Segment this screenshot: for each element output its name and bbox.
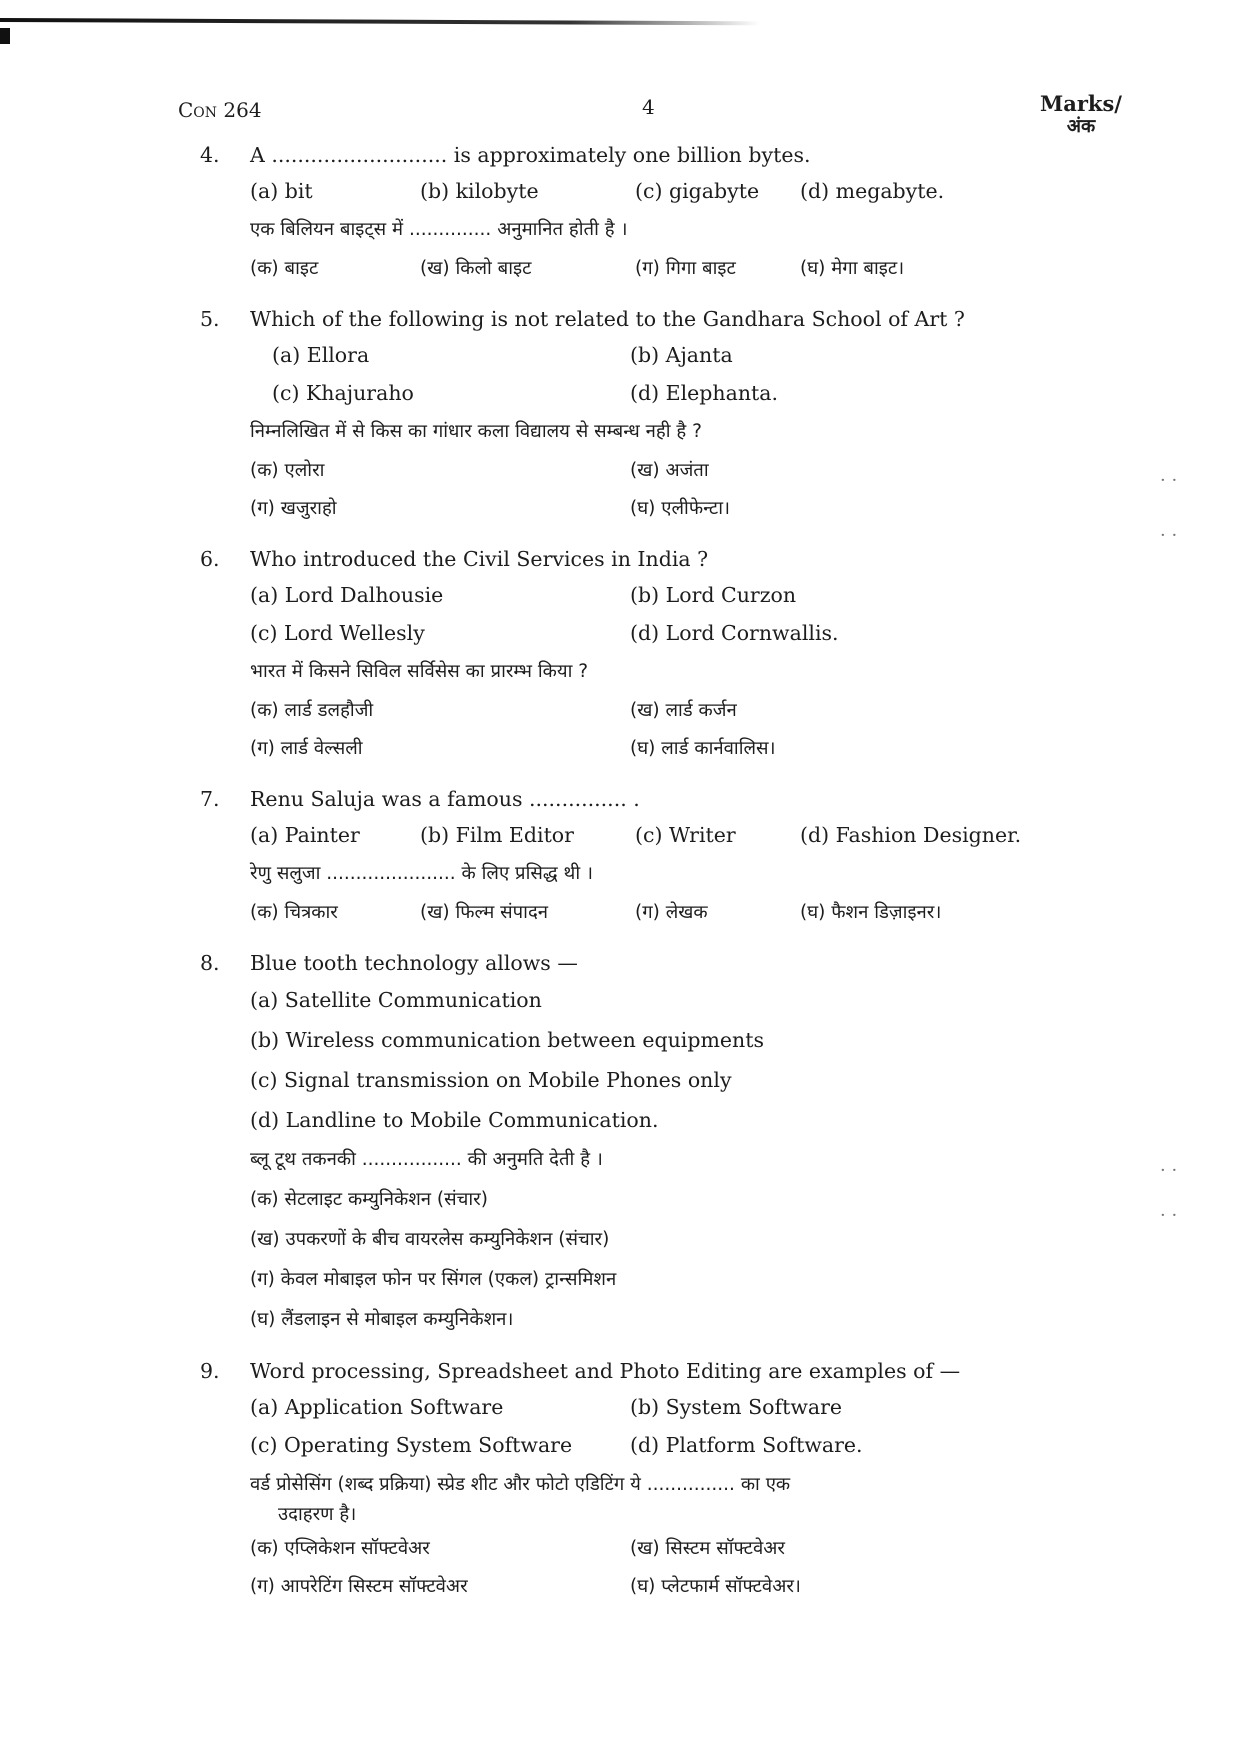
option-d: (d) megabyte.: [800, 179, 945, 203]
options-row-hindi: [250, 1568, 1080, 1606]
scan-speck: · ·: [1160, 1205, 1178, 1226]
option-d: (d) Landline to Mobile Communication.: [250, 1108, 659, 1132]
option-b: (b) Lord Curzon: [630, 583, 797, 607]
option-ka: (क) लार्ड डलहौजी: [250, 700, 374, 721]
option-b: (b) System Software: [630, 1395, 843, 1419]
option-a: (a) Ellora: [272, 343, 370, 367]
question-text: Renu Saluja was a famous ............... .: [250, 787, 640, 811]
option-gha: (घ) लार्ड कार्नवालिस।: [630, 738, 776, 759]
option-b: (b) Film Editor: [420, 823, 574, 847]
option-a: (a) bit: [250, 179, 313, 203]
question-text: Who introduced the Civil Services in India ?: [250, 547, 709, 571]
options-row-hindi: [250, 730, 1080, 768]
question-text-hindi: रेणु सलुजा ...................... के लिए प्रसिद्ध थी ।: [250, 863, 594, 884]
question-number: 5.: [200, 307, 220, 331]
question-number: 6.: [200, 547, 220, 571]
option-gha: (घ) प्लेटफार्म सॉफ्टवेअर।: [630, 1576, 801, 1597]
option-ga: (ग) लेखक: [635, 902, 708, 923]
option-c: (c) Signal transmission on Mobile Phones only: [250, 1068, 732, 1092]
option-ga: (ग) खजुराहो: [250, 498, 337, 519]
option-ka: (क) चित्रकार: [250, 902, 338, 923]
marks-label-en: Marks/: [1040, 91, 1122, 116]
question-text: Blue tooth technology allows —: [250, 951, 578, 975]
option-kha: (ख) किलो बाइट: [420, 258, 532, 279]
option-kha: (ख) उपकरणों के बीच वायरलेस कम्युनिकेशन (संचार): [250, 1229, 610, 1250]
option-ka: (क) बाइट: [250, 258, 319, 279]
question-list: [200, 138, 1080, 1620]
option-c: (c) Lord Wellesly: [250, 621, 425, 645]
scan-speck: · ·: [1160, 525, 1178, 546]
question-text-hindi-cont: उदाहरण है।: [278, 1504, 357, 1525]
option-c: (c) gigabyte: [635, 179, 760, 203]
question-text-hindi: वर्ड प्रोसेसिंग (शब्द प्रक्रिया) स्प्रेड शीट और फोटो एडिटिंग ये ............... का एक: [250, 1474, 791, 1495]
option-d: (d) Fashion Designer.: [800, 823, 1022, 847]
option-ka: (क) सेटलाइट कम्युनिकेशन (संचार): [250, 1189, 488, 1210]
options-row: [250, 1388, 1080, 1426]
option-kha: (ख) फिल्म संपादन: [420, 902, 549, 923]
question-number: 4.: [200, 143, 220, 167]
question-text: Which of the following is not related to the Gandhara School of Art ?: [250, 307, 965, 331]
question-text-hindi: भारत में किसने सिविल सर्विसेस का प्रारम्भ किया ?: [250, 661, 589, 682]
question-text: A ........................... is approximately one billion bytes.: [250, 143, 811, 167]
options-row-hindi: [250, 1530, 1080, 1568]
option-d: (d) Elephanta.: [630, 381, 779, 405]
options-row-hindi: [250, 894, 1080, 932]
question-text-hindi: निम्नलिखित में से किस का गांधार कला विद्यालय से सम्बन्ध नही है ?: [250, 421, 702, 442]
option-c: (c) Writer: [635, 823, 736, 847]
options-row: [250, 576, 1080, 614]
question-number: 9.: [200, 1359, 220, 1383]
question-text-hindi: एक बिलियन बाइट्स में .............. अनुमानित होती है ।: [250, 219, 628, 240]
scan-speck: · ·: [1160, 1160, 1178, 1181]
option-a: (a) Painter: [250, 823, 360, 847]
options-row: [250, 172, 1080, 210]
options-row-hindi: [250, 490, 1080, 528]
scan-edge-mark: [0, 28, 10, 44]
option-d: (d) Lord Cornwallis.: [630, 621, 839, 645]
option-a: (a) Satellite Communication: [250, 988, 542, 1012]
option-a: (a) Application Software: [250, 1395, 504, 1419]
option-kha: (ख) सिस्टम सॉफ्टवेअर: [630, 1538, 785, 1559]
question-6: [200, 542, 1080, 768]
option-ka: (क) एलोरा: [250, 460, 325, 481]
option-ga: (ग) गिगा बाइट: [635, 258, 736, 279]
option-kha: (ख) अजंता: [630, 460, 709, 481]
question-number: 8.: [200, 951, 220, 975]
option-d: (d) Platform Software.: [630, 1433, 863, 1457]
option-c: (c) Operating System Software: [250, 1433, 573, 1457]
option-gha: (घ) एलीफेन्टा।: [630, 498, 731, 519]
options-row: [250, 1426, 1080, 1464]
scan-speck: · ·: [1160, 470, 1178, 491]
question-4: [200, 138, 1080, 288]
marks-label: [1040, 92, 1122, 137]
options-row: [250, 336, 1080, 374]
option-c: (c) Khajuraho: [272, 381, 414, 405]
option-gha: (घ) लैंडलाइन से मोबाइल कम्युनिकेशन।: [250, 1309, 514, 1330]
paper-code: Con 264: [178, 98, 262, 122]
option-ga: (ग) लार्ड वेल्सली: [250, 738, 363, 759]
options-row-hindi: [250, 452, 1080, 490]
question-8: [200, 946, 1080, 1340]
option-ka: (क) एप्लिकेशन सॉफ्टवेअर: [250, 1538, 430, 1559]
question-5: [200, 302, 1080, 528]
scan-edge-line: [0, 18, 760, 25]
options-row: [250, 816, 1080, 854]
marks-label-hi: अंक: [1066, 116, 1096, 138]
question-text-hindi: ब्लू टूथ तकनकी ................. की अनुमति देती है ।: [250, 1149, 603, 1170]
option-ga: (ग) आपरेटिंग सिस्टम सॉफ्टवेअर: [250, 1576, 468, 1597]
option-a: (a) Lord Dalhousie: [250, 583, 444, 607]
option-b: (b) kilobyte: [420, 179, 539, 203]
options-row-hindi: [250, 250, 1080, 288]
question-number: 7.: [200, 787, 220, 811]
options-row: [250, 614, 1080, 652]
option-gha: (घ) फैशन डिज़ाइनर।: [800, 902, 942, 923]
option-b: (b) Wireless communication between equipments: [250, 1028, 764, 1052]
option-kha: (ख) लार्ड कर्जन: [630, 700, 737, 721]
option-b: (b) Ajanta: [630, 343, 733, 367]
page-number: 4: [642, 95, 655, 119]
option-ga: (ग) केवल मोबाइल फोन पर सिंगल (एकल) ट्रान्समिशन: [250, 1269, 617, 1290]
question-text: Word processing, Spreadsheet and Photo Editing are examples of —: [250, 1359, 961, 1383]
question-9: [200, 1354, 1080, 1606]
options-row: [250, 374, 1080, 412]
options-row-hindi: [250, 692, 1080, 730]
option-gha: (घ) मेगा बाइट।: [800, 258, 905, 279]
question-7: [200, 782, 1080, 932]
